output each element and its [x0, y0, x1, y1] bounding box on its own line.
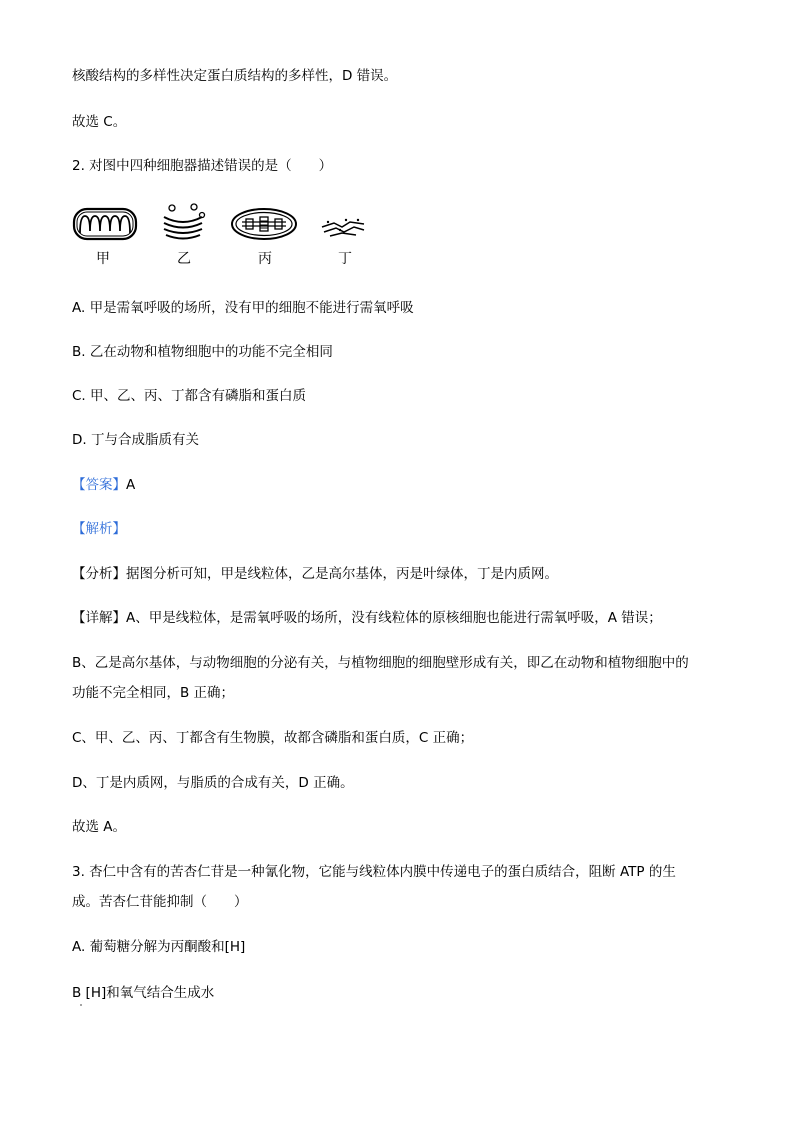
xiangjie-text: A、甲是线粒体，是需氧呼吸的场所，没有线粒体的原核细胞也能进行需氧呼吸，A 错误；	[126, 610, 662, 626]
q3-option-b: B [H]和氧气结合生成水	[72, 985, 215, 1001]
text-line: D、丁是内质网，与脂质的合成有关，D 正确。	[72, 775, 354, 791]
chloroplast-icon	[230, 207, 298, 241]
question-2-stem: 2. 对图中四种细胞器描述错误的是（ ）	[72, 158, 333, 174]
text-line: 核酸结构的多样性决定蛋白质结构的多样性，D 错误。	[72, 68, 398, 84]
figure-label-ding: 丁	[338, 251, 352, 267]
organelle-figure	[72, 203, 372, 273]
scan-dot	[80, 1004, 82, 1006]
text-line: B、乙是高尔基体，与动物细胞的分泌有关，与植物细胞的细胞壁形成有关，即乙在动物和植物细胞中的	[72, 655, 689, 671]
text-line: 功能不完全相同，B 正确；	[72, 685, 235, 701]
text-line: C、甲、乙、丙、丁都含有生物膜，故都含磷脂和蛋白质，C 正确；	[72, 730, 474, 746]
figure-label-jia: 甲	[96, 251, 110, 267]
xiangjie-line	[72, 608, 662, 628]
figure-label-yi: 乙	[177, 251, 191, 267]
q3-option-a: A. 葡萄糖分解为丙酮酸和[H]	[72, 939, 246, 955]
question-3-stem-cont: 成。苦杏仁苷能抑制（ ）	[72, 894, 248, 910]
text-line: 故选 A。	[72, 819, 127, 835]
answer-line	[72, 475, 135, 495]
golgi-icon	[160, 203, 206, 243]
question-3-stem: 3. 杏仁中含有的苦杏仁苷是一种氰化物，它能与线粒体内膜中传递电子的蛋白质结合，阻断 ATP 的生	[72, 864, 676, 880]
text-line: 故选 C。	[72, 114, 127, 130]
er-icon	[320, 215, 366, 237]
option-a: A. 甲是需氧呼吸的场所，没有甲的细胞不能进行需氧呼吸	[72, 300, 414, 316]
fenxi-line	[72, 564, 558, 584]
option-c: C. 甲、乙、丙、丁都含有磷脂和蛋白质	[72, 388, 307, 404]
answer-tag: 【答案】	[72, 477, 126, 493]
fenxi-tag: 【分析】	[72, 566, 126, 582]
option-b: B. 乙在动物和植物细胞中的功能不完全相同	[72, 344, 333, 360]
fenxi-text: 据图分析可知，甲是线粒体，乙是高尔基体，丙是叶绿体，丁是内质网。	[126, 566, 558, 582]
answer-value: A	[126, 477, 136, 493]
xiangjie-tag: 【详解】	[72, 610, 126, 626]
analysis-line	[72, 519, 126, 539]
mitochondrion-icon	[72, 207, 138, 241]
analysis-tag: 【解析】	[72, 521, 126, 537]
figure-label-bing: 丙	[258, 251, 272, 267]
option-d: D. 丁与合成脂质有关	[72, 432, 199, 448]
